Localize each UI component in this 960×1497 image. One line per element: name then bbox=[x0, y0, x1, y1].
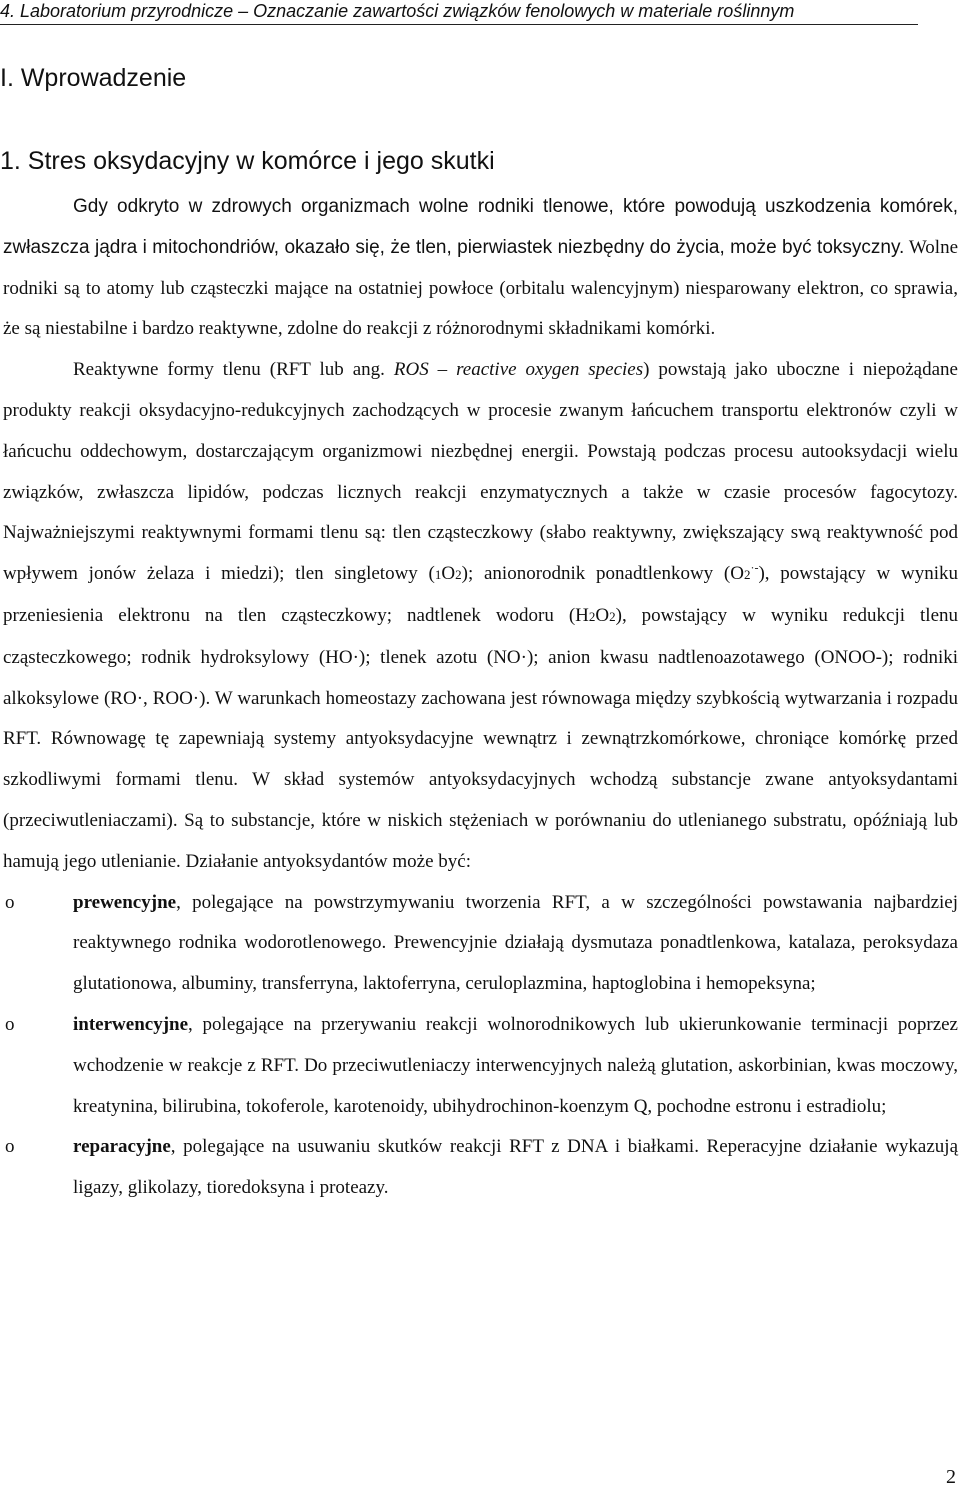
list-item-term: interwencyjne bbox=[73, 1013, 189, 1035]
p2-text-4: ), powstający w wyniku przeniesienia elektronu na tlen cząsteczkowy; nadtlenek wodoru (H bbox=[3, 563, 958, 626]
p2-text-5: ), powstający w wyniku redukcji tlenu cząsteczkowego; rodnik hydroksylowy (HO·); tlenek azotu (NO·); anion kwasu nadtlenoazotawego (ONOO-); rodniki alkoksylowe (RO·, ROO·). W warunkach homeostazy zachowana jest równowaga między szybkością wytwarzania i rozpadu RFT. Równowagę tę zapewniają systemy antyoksydacyjne wewnątrz i zewnątrzkomórkowe, chroniące komórkę przed szkodliwymi formami tlenu. W skład systemów antyoksydacyjnych wchodzą substancje zwane antyoksydantami (przeciwutleniaczami). Są to substancje, które w niskich stężeniach w porównaniu do utlenianego substratu, opóźniają lub hamują jego utlenianie. Działanie antyoksydantów może być: bbox=[3, 604, 958, 872]
bullet-marker: o bbox=[5, 1136, 15, 1158]
paragraph-1 bbox=[3, 187, 958, 350]
subsection-title: 1. Stres oksydacyjny w komórce i jego skutki bbox=[0, 147, 495, 175]
list-item-term: prewencyjne bbox=[73, 891, 177, 913]
page-number: 2 bbox=[946, 1466, 956, 1488]
list-item bbox=[3, 883, 958, 1005]
singlet-oxygen-prefix: 1 bbox=[434, 567, 442, 583]
h2o2-sub-2: 2 bbox=[609, 608, 616, 624]
list-item-text: , polegające na powstrzymywaniu tworzenia RFT, a w szczególności powstawania najbardziej reaktywnego rodnika wodorotlenowego. Prewencyjnie działają dysmutaza ponadtlenkowa, katalaza, peroksydaza glutationowa, albuminy, transferryna, laktoferryna, ceruloplazmina, haptoglobina i hemopeksyna; bbox=[73, 891, 958, 995]
ros-term: ROS – reactive oxygen species bbox=[393, 359, 644, 381]
running-header bbox=[0, 0, 918, 25]
paragraph-1-sans-text: Gdy odkryto w zdrowych organizmach wolne rodniki tlenowe, które powodują uszkodzenia komórek, zwłaszcza jądra i mitochondriów, okazało się, że tlen, pierwiastek niezbędny do życia, może być toksyczny. bbox=[3, 196, 958, 258]
list-item-term: reparacyjne bbox=[73, 1136, 171, 1158]
bullet-marker: o bbox=[5, 1013, 15, 1035]
superoxide-sup: ·- bbox=[750, 560, 759, 575]
list-item bbox=[3, 1127, 958, 1209]
h2o2-o: O bbox=[595, 604, 610, 626]
list-item-text: , polegające na usuwaniu skutków reakcji RFT z DNA i białkami. Reperacyjne działanie wykazują ligazy, glikolazy, tioredoksyna i proteazy. bbox=[73, 1136, 958, 1199]
p2-text-3: ); anionorodnik ponadtlenkowy (O bbox=[461, 563, 744, 585]
singlet-oxygen-o: O bbox=[441, 563, 456, 585]
list-item-text: , polegające na przerywaniu reakcji wolnorodnikowych lub ukierunkowanie terminacji poprzez wchodzenie w reakcje z RFT. Do przeciwutleniaczy interwencyjnych należą glutation, askorbinian, kwas moczowy, kreatynina, bilirubina, tokoferole, karotenoidy, ubihydrochinon-koenzym Q, pochodne estronu i estradiolu; bbox=[73, 1013, 958, 1117]
bullet-marker: o bbox=[5, 891, 15, 913]
p2-text-2: ) powstają jako uboczne i niepożądane produkty reakcji oksydacyjno-redukcyjnych zachodzących w procesie zwanym łańcuchem transportu elektronów czyli w łańcuchu oddechowym, dostarczającym organizmowi niezbędnej energii. Powstają podczas procesu autooksydacji wielu związków, zwłaszcza lipidów, podczas licznych reakcji enzymatycznych a także w czasie procesów fagocytozy. Najważniejszymi reaktywnymi formami tlenu są: tlen cząsteczkowy (słabo reaktywny, zwiększający swą reaktywność pod wpływem jonów żelaza i miedzi); tlen singletowy ( bbox=[3, 359, 958, 585]
singlet-oxygen-sub: 2 bbox=[455, 567, 462, 583]
p2-text-1: Reaktywne formy tlenu (RFT lub ang. bbox=[73, 359, 394, 381]
antioxidant-action-list bbox=[3, 883, 958, 1209]
superoxide-sub: 2 bbox=[743, 567, 751, 583]
running-header-text: 4. Laboratorium przyrodnicze – Oznaczanie zawartości związków fenolowych w materiale roślinnym bbox=[0, 1, 795, 21]
section-title: I. Wprowadzenie bbox=[0, 64, 187, 92]
paragraph-2 bbox=[3, 350, 958, 882]
paragraph-1-serif-text: Wolne rodniki są to atomy lub cząsteczki mające na ostatniej powłoce (orbitalu walencyjnym) niesparowany elektron, co sprawia, że są niestabilne i bardzo reaktywne, zdolne do reakcji z różnorodnymi składnikami komórki. bbox=[3, 236, 958, 340]
list-item bbox=[3, 1005, 958, 1127]
h2o2-sub-1: 2 bbox=[588, 608, 596, 624]
document-body bbox=[3, 187, 958, 1209]
